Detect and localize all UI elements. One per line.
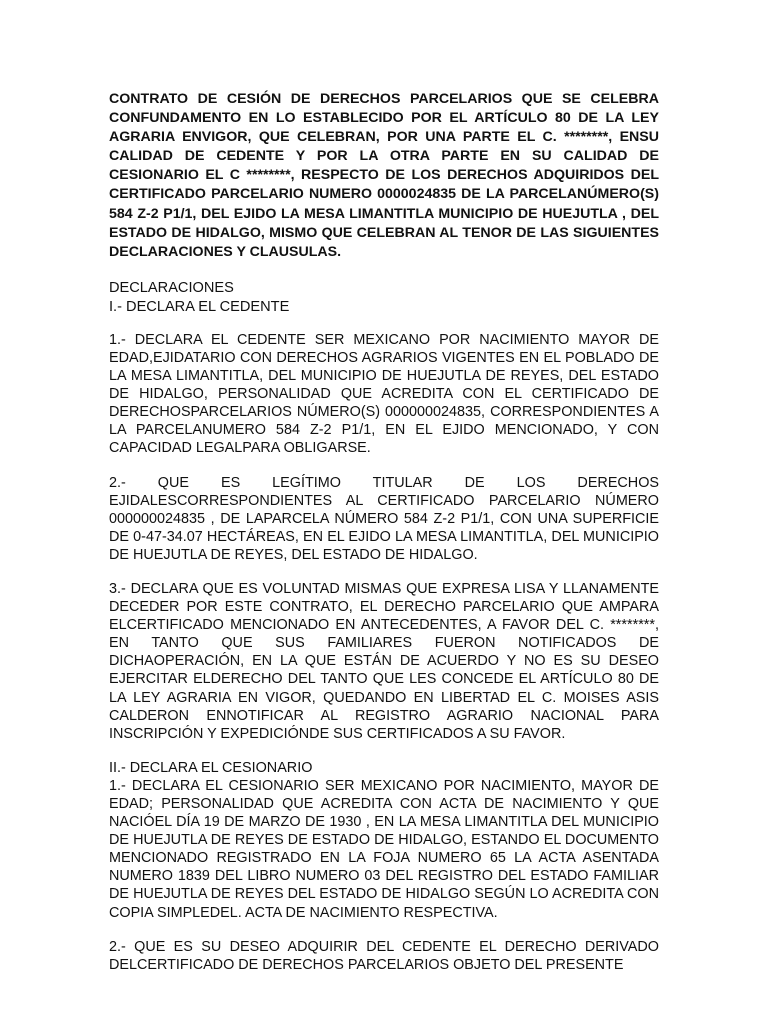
spacer: [109, 458, 659, 474]
spacer: [109, 743, 659, 759]
cedente-declaration-3: 3.- DECLARA QUE ES VOLUNTAD MISMAS QUE EXPRESA LISA Y LLANAMENTE DECEDER POR ESTE CONTRATO, EL DERECHO PARCELARIO QUE AMPARA ELCERTIFICADO MENCIONADO EN ANTECEDENTES, A FAVOR DEL C. ********, EN TANTO QUE SUS FAMILIARES FUERON NOTIFICADOS DE DICHAOPERACIÓN, EN LA QUE ESTÁN DE ACUERDO Y NO ES SU DESEO EJERCITAR ELDERECHO DEL TANTO QUE LES CONCEDE EL ARTÍCULO 80 DE LA LEY AGRARIA EN VIGOR, QUEDANDO EN LIBERTAD EL C. MOISES ASIS CALDERON ENNOTIFICAR AL REGISTRO AGRARIO NACIONAL PARA INSCRIPCIÓN Y EXPEDICIÓNDE SUS CERTIFICADOS A SU FAVOR.: [109, 580, 659, 742]
cesionario-heading: II.- DECLARA EL CESIONARIO: [109, 759, 313, 776]
cesionario-declaration-1: 1.- DECLARA EL CESIONARIO SER MEXICANO POR NACIMIENTO, MAYOR DE EDAD; PERSONALIDAD QUE ACREDITA CON ACTA DE NACIMIENTO Y QUE NACIÓEL DÍA 19 DE MARZO DE 1930 , EN LA MESA LIMANTITLA DEL MUNICIPIO DE HUEJUTLA DE REYES DE ESTADO DE HIDALGO, ESTANDO EL DOCUMENTO MENCIONADO REGISTRADO EN LA FOJA NUMERO 65 LA ACTA ASENTADA NUMERO 1839 DEL LIBRO NUMERO 03 DEL REGISTRO DEL ESTADO FAMILIAR DE HUEJUTLA DE REYES DEL ESTADO DE HIDALGO SEGÚN LO ACREDITA CON COPIA SIMPLEDEL. ACTA DE NACIMIENTO RESPECTIVA.: [109, 777, 659, 921]
cesionario-declaration-2: 2.- QUE ES SU DESEO ADQUIRIR DEL CEDENTE EL DERECHO DERIVADO DELCERTIFICADO DE DERECHOS PARCELARIOS OBJETO DEL PRESENTE: [109, 938, 659, 973]
spacer: [109, 262, 659, 279]
spacer: [109, 317, 659, 331]
spacer: [109, 564, 659, 580]
spacer: [109, 922, 659, 938]
cedente-declaration-1: 1.- DECLARA EL CEDENTE SER MEXICANO POR NACIMIENTO MAYOR DE EDAD,EJIDATARIO CON DERECHOS AGRARIOS VIGENTES EN EL POBLADO DE LA MESA LIMANTITLA, DEL MUNICIPIO DE HUEJUTLA DE REYES, DEL ESTADO DE HIDALGO, PERSONALIDAD QUE ACREDITA CON EL CERTIFICADO DE DERECHOSPARCELARIOS NÚMERO(S) 000000024835, CORRESPONDIENTES A LA PARCELANUMERO 584 Z-2 P1/1, EN EL EJIDO MENCIONADO, Y CON CAPACIDAD LEGALPARA OBLIGARSE.: [109, 331, 659, 457]
contract-title: CONTRATO DE CESIÓN DE DERECHOS PARCELARIOS QUE SE CELEBRA CONFUNDAMENTO EN LO ESTABLECIDO POR EL ARTÍCULO 80 DE LA LEY AGRARIA ENVIGOR, QUE CELEBRAN, POR UNA PARTE EL C. ********, ENSU CALIDAD DE CEDENTE Y POR LA OTRA PARTE EN SU CALIDAD DE CESIONARIO EL C ********, RESPECTO DE LOS DERECHOS ADQUIRIDOS DEL CERTIFICADO PARCELARIO NUMERO 0000024835 DE LA PARCELANÚMERO(S) 584 Z-2 P1/1, DEL EJIDO LA MESA LIMANTITLA MUNICIPIO DE HUEJUTLA , DEL ESTADO DE HIDALGO, MISMO QUE CELEBRAN AL TENOR DE LAS SIGUIENTES DECLARACIONES Y CLAUSULAS.: [109, 91, 659, 260]
cedente-heading: I.- DECLARA EL CEDENTE: [109, 298, 290, 315]
document-page: [109, 90, 659, 974]
declaraciones-heading: DECLARACIONES: [109, 279, 234, 296]
cedente-declaration-2: 2.- QUE ES LEGÍTIMO TITULAR DE LOS DERECHOS EJIDALESCORRESPONDIENTES AL CERTIFICADO PARCELARIO NÚMERO 000000024835 , DE LAPARCELA NÚMERO 584 Z-2 P1/1, CON UNA SUPERFICIE DE 0-47-34.07 HECTÁREAS, EN EL EJIDO LA MESA LIMANTITLA, DEL MUNICIPIO DE HUEJUTLA DE REYES, DEL ESTADO DE HIDALGO.: [109, 474, 659, 563]
